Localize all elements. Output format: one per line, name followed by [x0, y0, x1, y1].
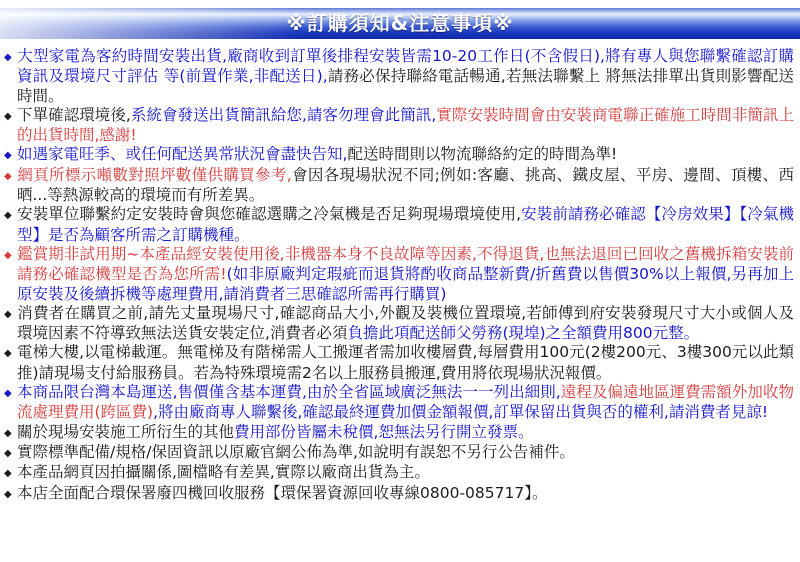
notice-item: [4, 166, 794, 206]
notice-text-segment: 本商品限台灣本島運送,售價僅含基本運費,由於全省區域廣泛無法一一列出細則,: [17, 383, 561, 402]
notice-item: [4, 106, 794, 146]
notice-text-segment: 消費者在購買之前,請先丈量現場尺寸,確認商品大小,外觀及裝機位置環境,若師傅到府安裝發現尺寸大小或個人及環境因素不符導致無法送貨安裝定位,消費者必須: [17, 303, 794, 343]
notice-text-segment: 本店全面配合環保署廢四機回收服務【環保署資源回收專線0800-085717】。: [17, 483, 548, 502]
notice-item: [4, 304, 794, 344]
notice-text-segment: 配送時間則以物流聯絡約定的時間為準!: [347, 145, 618, 164]
notice-item: [4, 383, 794, 423]
notice-text-segment: 遠程及偏遠地區運費需額外加收物流處理費用(跨區費): [17, 383, 794, 422]
notice-item: [4, 343, 794, 383]
notice-text-segment: 本產品網頁因拍攝關係,圖檔略有差異,實際以廠商出貨為主。: [17, 463, 430, 482]
notice-text-segment: 費用部份皆屬未稅價,恕無法另行開立發票。: [234, 422, 534, 441]
notice-item: [4, 205, 794, 245]
notice-item: [4, 47, 794, 106]
bullet-diamond-icon: ◆: [4, 468, 12, 480]
bullet-diamond-icon: ◆: [4, 52, 12, 63]
notice-text-segment: 會因各現場狀況不同;例如:客廳、挑高、鐵皮屋、平房、邊間、頂樓、西晒...等熱源較高的環境而有所差異。: [17, 165, 794, 205]
notice-item: [4, 245, 794, 304]
notice-text-segment: 請務必保持聯絡電話暢通,若無法聯繫上 將無法排單出貨則影響配送時間。: [17, 67, 794, 105]
bullet-diamond-icon: ◆: [4, 110, 12, 122]
notice-item: [4, 484, 794, 504]
bullet-diamond-icon: ◆: [4, 388, 12, 400]
notice-item: [4, 145, 794, 165]
notice-header-banner: [0, 8, 800, 39]
notice-item: [4, 443, 794, 463]
bullet-diamond-icon: ◆: [4, 427, 12, 439]
notice-text-segment: 電梯大樓,以電梯載運。無電梯及有階梯需人工搬運者需加收樓層費,每層費用100元(2樓200元、3樓300元以此類推)請現場支付給服務員。若為特殊環境需2名以上服務員搬運,費用將依現場狀況報價。: [17, 343, 794, 382]
notice-list: [0, 39, 800, 504]
notice-text-segment: ,將由廠商專人聯繫後,確認最終運費加價金額報價,訂單保留出貨與否的權利,請消費者見諒!: [153, 403, 769, 422]
bullet-diamond-icon: ◆: [4, 210, 12, 222]
notice-text-segment: 安裝前請務必確認【冷房效果】【冷氣機型】是否為顧客所需之訂購機種。: [17, 205, 794, 244]
bullet-diamond-icon: ◆: [4, 170, 12, 182]
notice-text-segment: (如非原廠判定瑕疵而退貨將酌收商品整新費/折舊費以售價30%以上報價,另再加上原安裝及後續拆機等處理費用,請消費者三思確認所需再行購買): [17, 265, 794, 303]
notice-text-segment: 大型家電為客約時間安裝出貨,廠商收到訂單後排程安裝皆需10-20工作日(不含假日),將有專人與您聯繫確認訂購資訊及環境尺寸評估 等(前置作業,非配送日),: [17, 47, 794, 86]
bullet-diamond-icon: ◆: [4, 348, 12, 360]
bullet-diamond-icon: ◆: [4, 150, 12, 162]
page-title: ※訂購須知&注意事項※: [286, 11, 514, 35]
notice-text-segment: 如遇家電旺季、或任何配送異常狀況會盡快告知,: [17, 145, 348, 164]
notice-text-segment: 下單確認環境後,: [17, 105, 131, 124]
notice-text-segment: 鑑賞期非試用期~本產品經安裝使用後,非機器本身不良故障等因素,不得退貨,也無法退回已回收之舊機拆箱安裝前請務必確認機型是否為您所需!: [17, 244, 794, 284]
bullet-diamond-icon: ◆: [4, 447, 12, 459]
bullet-diamond-icon: ◆: [4, 488, 12, 500]
notice-text-segment: 實際安裝時間會由安裝商電聯正確施工時間非簡訊上的出貨時間,感謝!: [17, 105, 794, 145]
notice-text-segment: 系統會發送出貨簡訊給您,請客勿理會此簡訊,: [130, 105, 437, 124]
notice-text-segment: 負擔此項配送師父勞務(現堭)之全額費用800元整。: [347, 324, 700, 343]
notice-text-segment: 安裝單位聯繫約定安裝時會與您確認選購之冷氣機是否足夠現場環境使用,: [17, 205, 522, 224]
notice-text-segment: 實際標準配備/規格/保固資訊以原廠官網公佈為準,如說明有誤恕不另行公告補件。: [17, 442, 575, 461]
bullet-diamond-icon: ◆: [4, 249, 12, 261]
bullet-diamond-icon: ◆: [4, 308, 12, 320]
notice-item: [4, 423, 794, 443]
notice-text-segment: 網頁所標示噸數對照坪數僅供購買參考,: [17, 165, 292, 184]
notice-text-segment: 關於現場安裝施工所衍生的其他: [17, 422, 235, 441]
notice-item: [4, 463, 794, 483]
